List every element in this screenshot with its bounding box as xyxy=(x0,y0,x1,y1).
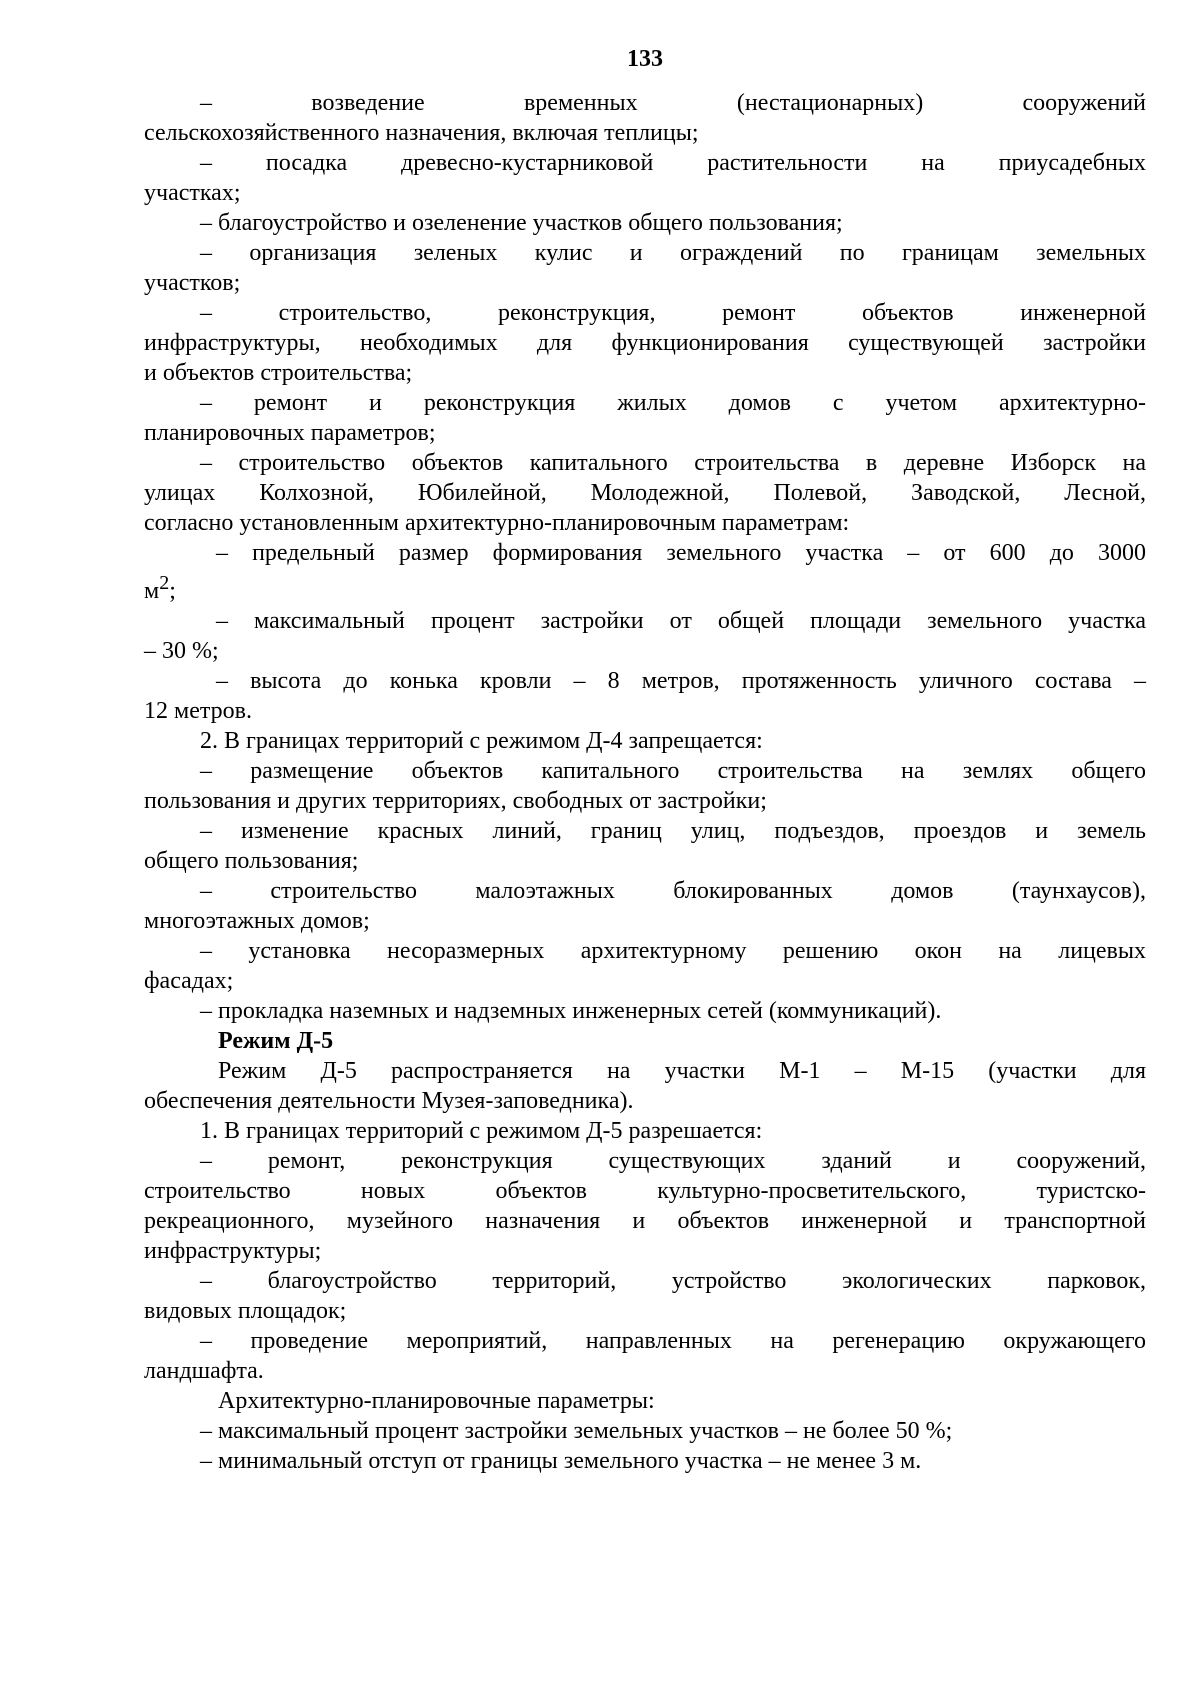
text-line: участках; xyxy=(144,180,241,206)
paragraph xyxy=(144,148,1146,208)
text-line: – минимальный отступ от границы земельного участка – не менее 3 м. xyxy=(200,1448,922,1474)
paragraph xyxy=(144,1116,1146,1146)
paragraph xyxy=(144,1416,1146,1446)
text-line: рекреационного, музейного назначения и объектов инженерной и транспортной xyxy=(144,1208,1146,1234)
text-line: 1. В границах территорий с режимом Д-5 разрешается: xyxy=(200,1118,763,1144)
paragraph xyxy=(144,538,1146,606)
unit-text: м xyxy=(144,578,160,604)
paragraph xyxy=(144,88,1146,148)
paragraph xyxy=(144,936,1146,996)
text-line: согласно установленным архитектурно-планировочным параметрам: xyxy=(144,510,850,536)
text-line: сельскохозяйственного назначения, включая теплицы; xyxy=(144,120,699,146)
text-line: – предельный размер формирования земельного участка – от 600 до 3000 xyxy=(216,540,1146,566)
paragraph xyxy=(144,238,1146,298)
text-line: – ремонт и реконструкция жилых домов с учетом архитектурно- xyxy=(200,390,1146,416)
paragraph xyxy=(144,756,1146,816)
paragraph xyxy=(144,1266,1146,1326)
text-line: – проведение мероприятий, направленных на регенерацию окружающего xyxy=(200,1328,1146,1354)
text-line: – ремонт, реконструкция существующих зданий и сооружений, xyxy=(200,1148,1146,1174)
text-line: обеспечения деятельности Музея-заповедника). xyxy=(144,1088,634,1114)
text-line: – строительство, реконструкция, ремонт объектов инженерной xyxy=(200,300,1146,326)
text-line: и объектов строительства; xyxy=(144,360,413,386)
text-line: – максимальный процент застройки земельных участков – не более 50 %; xyxy=(200,1418,953,1444)
text-line: ландшафта. xyxy=(144,1358,264,1384)
text-line: – 30 %; xyxy=(144,638,219,664)
paragraph xyxy=(144,996,1146,1026)
superscript: 2 xyxy=(159,572,170,594)
page-number: 133 xyxy=(627,46,663,72)
section-heading: Режим Д-5 xyxy=(218,1028,334,1054)
text-line: – благоустройство территорий, устройство экологических парковок, xyxy=(200,1268,1146,1294)
text-line: инфраструктуры; xyxy=(144,1238,322,1264)
paragraph xyxy=(144,298,1146,388)
paragraph xyxy=(144,816,1146,876)
text-line: фасадах; xyxy=(144,968,234,994)
paragraph xyxy=(144,1386,1146,1416)
text-line xyxy=(144,568,1146,606)
text-line: – размещение объектов капитального строительства на землях общего xyxy=(200,758,1146,784)
text-line: – прокладка наземных и надземных инженерных сетей (коммуникаций). xyxy=(200,998,942,1024)
text-line: Режим Д-5 распространяется на участки М-1 – М-15 (участки для xyxy=(218,1058,1146,1084)
paragraph xyxy=(144,1326,1146,1386)
text-line: – высота до конька кровли – 8 метров, протяженность уличного состава – xyxy=(216,668,1146,694)
paragraph xyxy=(144,448,1146,538)
text-line: – изменение красных линий, границ улиц, подъездов, проездов и земель xyxy=(200,818,1146,844)
paragraph xyxy=(144,606,1146,666)
text-line: 12 метров. xyxy=(144,698,252,724)
text-line: планировочных параметров; xyxy=(144,420,436,446)
paragraph xyxy=(144,1446,1146,1476)
text-line: участков; xyxy=(144,270,241,296)
paragraph xyxy=(144,1056,1146,1116)
paragraph xyxy=(144,1146,1146,1266)
paragraph xyxy=(144,666,1146,726)
paragraph xyxy=(144,726,1146,756)
punctuation: ; xyxy=(169,578,176,604)
text-line: – благоустройство и озеленение участков общего пользования; xyxy=(200,210,843,236)
text-line: общего пользования; xyxy=(144,848,359,874)
text-line: видовых площадок; xyxy=(144,1298,347,1324)
text-line: пользования и других территориях, свободных от застройки; xyxy=(144,788,767,814)
text-line: – посадка древесно-кустарниковой растительности на приусадебных xyxy=(200,150,1146,176)
text-line: – возведение временных (нестационарных) сооружений xyxy=(200,90,1146,116)
text-line: Архитектурно-планировочные параметры: xyxy=(218,1388,655,1414)
text-line: – строительство объектов капитального строительства в деревне Изборск на xyxy=(200,450,1146,476)
text-line: многоэтажных домов; xyxy=(144,908,370,934)
paragraph xyxy=(144,208,1146,238)
text-line: 2. В границах территорий с режимом Д-4 запрещается: xyxy=(200,728,763,754)
text-line: инфраструктуры, необходимых для функционирования существующей застройки xyxy=(144,330,1146,356)
text-line: улицах Колхозной, Юбилейной, Молодежной, Полевой, Заводской, Лесной, xyxy=(144,480,1146,506)
text-line: – строительство малоэтажных блокированных домов (таунхаусов), xyxy=(200,878,1146,904)
text-line: – установка несоразмерных архитектурному решению окон на лицевых xyxy=(200,938,1146,964)
text-line: – максимальный процент застройки от общей площади земельного участка xyxy=(216,608,1146,634)
text-line: строительство новых объектов культурно-просветительского, туристско- xyxy=(144,1178,1146,1204)
document-page xyxy=(144,44,1146,1476)
text-line: – организация зеленых кулис и ограждений по границам земельных xyxy=(200,240,1146,266)
paragraph xyxy=(144,876,1146,936)
paragraph xyxy=(144,388,1146,448)
